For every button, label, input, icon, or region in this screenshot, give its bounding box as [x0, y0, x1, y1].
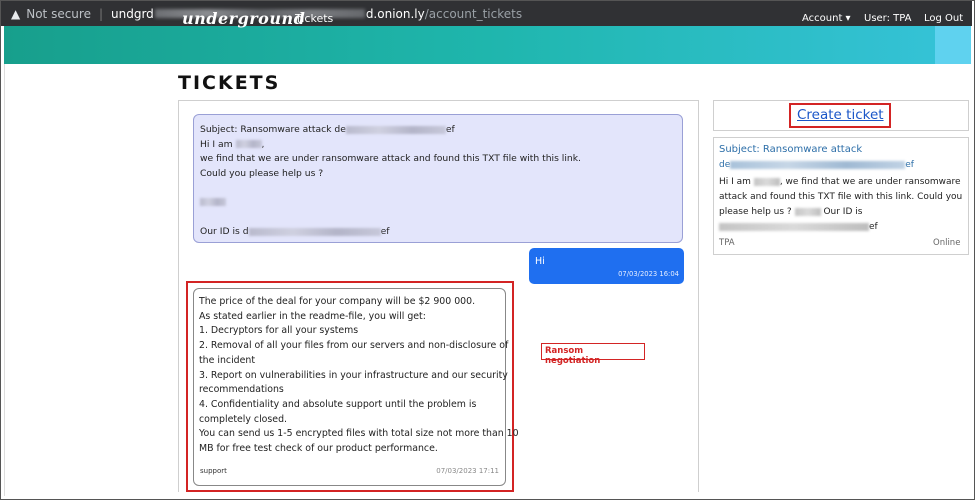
reply-timestamp: 07/03/2023 16:04: [618, 270, 679, 278]
message-line: 4. Confidentiality and absolute support until the problem is: [199, 398, 477, 410]
navbar-accent: [935, 26, 971, 64]
message-signature: [200, 196, 676, 211]
url-prefix: undgrd: [111, 6, 154, 21]
ticket-id[interactable]: de ef: [719, 160, 914, 170]
ticket-preview: Hi I am , we find that we are under ransomware attack and found this TXT file with this link. Could you please help us ? Our ID is ef: [719, 177, 963, 232]
message-greeting: Hi I am ,: [200, 138, 265, 150]
url-path: /account_tickets: [424, 6, 523, 21]
redacted-id: [249, 228, 381, 236]
ticket-status: Online: [933, 238, 961, 248]
warning-triangle-icon: ▲: [11, 6, 21, 21]
message-subject: Subject: Ransomware attack de ef: [200, 124, 455, 135]
address-separator: |: [98, 6, 104, 21]
redacted-signature: [200, 198, 226, 206]
redacted-name: [236, 140, 262, 148]
message-sender: support: [200, 467, 227, 476]
nav-logout-link[interactable]: Log Out: [924, 13, 964, 24]
redacted-id: [719, 223, 869, 231]
message-line: 3. Report on vulnerabilities in your infrastructure and our security: [199, 369, 508, 381]
reply-text: Hi: [535, 256, 545, 267]
nav-user-label: User: TPA: [864, 13, 912, 24]
page-title: TICKETS: [178, 72, 281, 94]
message-line: The price of the deal for your company will be $2 900 000.: [199, 296, 476, 307]
redacted-name: [795, 208, 821, 216]
redacted-name: [754, 178, 780, 186]
nav-account-dropdown[interactable]: Account ▾: [802, 13, 851, 24]
incoming-message: [193, 114, 683, 243]
message-id-line: Our ID is d ef: [200, 226, 390, 238]
security-label: Not secure: [26, 6, 91, 21]
url-host: d.onion.ly: [365, 6, 425, 21]
site-logo[interactable]: underground: [182, 9, 306, 28]
redacted-id: [346, 126, 446, 134]
message-timestamp: 07/03/2023 17:11: [436, 467, 499, 476]
message-line: we find that we are under ransomware attack and found this TXT file with this link.: [200, 153, 581, 165]
ticket-subject[interactable]: Subject: Ransomware attack: [719, 144, 863, 155]
redacted-id: [730, 161, 905, 169]
create-ticket-link[interactable]: Create ticket: [797, 107, 884, 123]
message-line: Could you please help us ?: [200, 167, 324, 179]
support-message: [193, 288, 519, 486]
message-line: You can send us 1-5 encrypted files with total size not more than 10: [199, 428, 519, 440]
page-edge: [4, 64, 5, 496]
ransom-negotiation-annotation: Ransom negotiation: [541, 343, 645, 360]
message-line: As stated earlier in the readme-file, you will get:: [199, 310, 426, 322]
nav-tickets-link[interactable]: Tickets: [295, 12, 334, 25]
message-line: 1. Decryptors for all your systems: [199, 325, 359, 337]
message-line: the incident: [199, 354, 256, 366]
ticket-user: TPA: [719, 238, 735, 248]
message-line: MB for free test check of our product performance.: [199, 443, 438, 455]
message-line: recommendations: [199, 384, 284, 396]
message-line: completely closed.: [199, 413, 288, 425]
site-navbar: [4, 26, 971, 64]
outgoing-reply: [529, 248, 684, 284]
message-line: 2. Removal of all your files from our servers and non-disclosure of: [199, 340, 509, 352]
